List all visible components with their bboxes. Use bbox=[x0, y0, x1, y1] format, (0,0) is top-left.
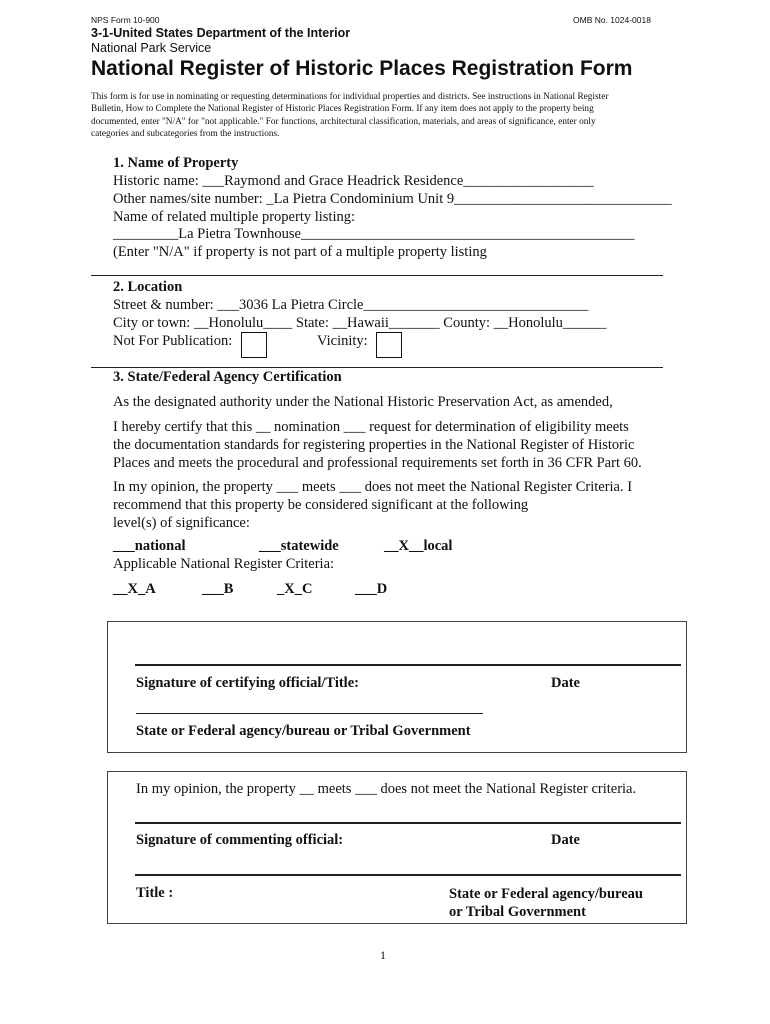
historic-name-label: Historic name: bbox=[113, 173, 203, 189]
certifying-signature-label: Signature of certifying official/Title: bbox=[136, 675, 359, 691]
state-label: State: bbox=[292, 315, 333, 331]
page-title: National Register of Historic Places Registration Form bbox=[91, 57, 633, 80]
street-label: Street & number: bbox=[113, 297, 218, 313]
criteria-b: ___B bbox=[202, 581, 234, 597]
city-label: City or town: bbox=[113, 315, 194, 331]
criteria-d: ___D bbox=[355, 581, 388, 597]
other-names-label: Other names/site number: bbox=[113, 191, 267, 207]
page-number: 1 bbox=[380, 948, 386, 962]
signature-line[interactable] bbox=[135, 664, 681, 666]
omb-number: OMB No. 1024-0018 bbox=[573, 15, 651, 25]
street-value: ___3036 La Pietra Circle_______________________________ bbox=[217, 297, 589, 313]
level-national: ___national bbox=[113, 538, 186, 554]
certifying-agency-label: State or Federal agency/bureau or Tribal Government bbox=[136, 723, 471, 739]
section1-heading: 1. Name of Property bbox=[113, 155, 239, 171]
opinion-paragraph: In my opinion, the property ___ meets ___ does not meet the National Register Criteria. I recommend that this property be considered significant at the following level(s) of significance: bbox=[113, 479, 633, 531]
level-local: __X__local bbox=[384, 538, 453, 554]
related-listing-label: Name of related multiple property listing: bbox=[113, 209, 356, 225]
level-statewide: ___statewide bbox=[259, 538, 339, 554]
certify-paragraph: I hereby certify that this __ nomination ___ request for determination of eligibility meets the documentation standards for registering properties in the National Register of Historic Places and meets the procedural and professional requirements set forth in 36 CFR Part 60. bbox=[113, 419, 642, 471]
state-value: __Hawaii_______ bbox=[332, 315, 440, 331]
vicinity-checkbox[interactable] bbox=[376, 332, 402, 358]
commenting-agency-label: State or Federal agency/bureau or Tribal Government bbox=[449, 886, 643, 920]
commenting-signature-label: Signature of commenting official: bbox=[136, 832, 344, 848]
na-note: (Enter "N/A" if property is not part of a multiple property listing bbox=[113, 244, 487, 260]
authority-text: As the designated authority under the National Historic Preservation Act, as amended, bbox=[113, 394, 613, 410]
historic-name-value: ___Raymond and Grace Headrick Residence__________________ bbox=[202, 173, 594, 189]
street-row bbox=[113, 297, 588, 314]
criteria-label: Applicable National Register Criteria: bbox=[113, 556, 335, 572]
historic-name-row bbox=[113, 173, 594, 190]
commenting-opinion-text: In my opinion, the property __ meets ___ does not meet the National Register criteria. bbox=[136, 781, 637, 797]
vicinity-label: Vicinity: bbox=[317, 333, 368, 349]
city-value: __Honolulu____ bbox=[193, 315, 293, 331]
certifying-date-label: Date bbox=[551, 675, 580, 691]
nfp-label: Not For Publication: bbox=[113, 333, 233, 349]
divider bbox=[91, 367, 663, 368]
criteria-c: _X_C bbox=[277, 581, 313, 597]
service-name: National Park Service bbox=[91, 41, 212, 55]
section2-heading: 2. Location bbox=[113, 279, 183, 295]
section3-heading: 3. State/Federal Agency Certification bbox=[113, 369, 342, 385]
title-line[interactable] bbox=[135, 874, 681, 876]
signature-line[interactable] bbox=[135, 822, 681, 824]
commenting-date-label: Date bbox=[551, 832, 580, 848]
other-names-row bbox=[113, 191, 672, 208]
not-for-publication-checkbox[interactable] bbox=[241, 332, 267, 358]
city-row bbox=[113, 315, 606, 332]
county-value: __Honolulu______ bbox=[493, 315, 607, 331]
divider bbox=[91, 275, 663, 276]
related-listing-value: _________La Pietra Townhouse______________________________________________ bbox=[113, 226, 635, 242]
form-number: NPS Form 10-900 bbox=[91, 15, 160, 25]
commenting-title-label: Title : bbox=[136, 885, 174, 901]
intro-text: This form is for use in nominating or requesting determinations for individual properties and districts. See instructions in National Register Bulletin, How to Complete the National Register of Historic Places Registration Form. If any item does not apply to the property being documented, enter "N/A" for "not applicable." For functions, architectural classification, materials, and areas of significance, enter only categories and subcategories from the instructions. bbox=[91, 92, 609, 140]
other-names-value: _La Pietra Condominium Unit 9______________________________ bbox=[266, 191, 672, 207]
criteria-a: __X_A bbox=[113, 581, 156, 597]
department-name: 3-1-United States Department of the Interior bbox=[91, 26, 351, 40]
agency-line[interactable] bbox=[136, 713, 483, 714]
county-label: County: bbox=[439, 315, 494, 331]
